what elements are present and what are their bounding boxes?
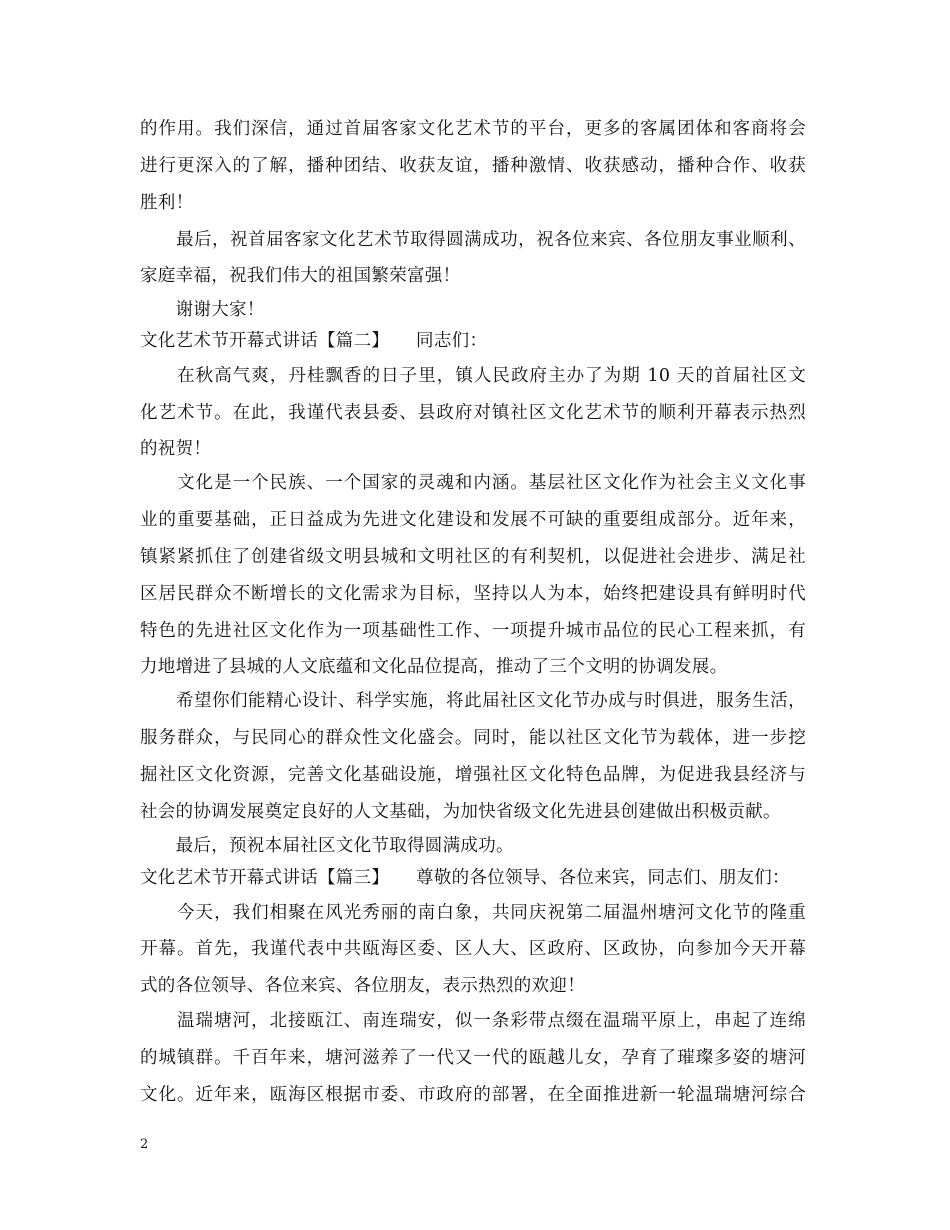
- text-line: 化艺术节。在此，我谨代表县委、县政府对镇社区文化艺术节的顺利开幕表示热烈: [140, 403, 806, 423]
- text-line: 社会的协调发展奠定良好的人文基础，为加快省级文化先进县创建做出积极贡献。: [140, 802, 781, 822]
- section-heading: 文化艺术节开幕式讲话【篇二】 同志们：: [140, 331, 488, 351]
- text-line: 的祝贺！: [140, 439, 212, 459]
- text-line: 进行更深入的了解，播种团结、收获友谊，播种激情、收获感动，播种合作、收获: [140, 156, 806, 176]
- text-line: 今天，我们相聚在风光秀丽的南白象，共同庆祝第二届温州塘河文化节的隆重: [140, 903, 806, 923]
- text-line: 的作用。我们深信，通过首届客家文化艺术节的平台，更多的客属团体和客商将会: [140, 119, 806, 139]
- text-line: 在秋高气爽，丹桂飘香的日子里，镇人民政府主办了为期 10 天的首届社区文: [140, 366, 806, 386]
- text-line: 的城镇群。千百年来，塘河滋养了一代又一代的瓯越儿女，孕育了璀璨多姿的塘河: [140, 1048, 806, 1068]
- text-line: 温瑞塘河，北接瓯江、南连瑞安，似一条彩带点缀在温瑞平原上，串起了连绵: [140, 1011, 806, 1031]
- text-line: 式的各位领导、各位来宾、各位朋友，表示热烈的欢迎！: [140, 976, 585, 996]
- text-line: 家庭幸福，祝我们伟大的祖国繁荣富强！: [140, 266, 461, 286]
- section-heading: 文化艺术节开幕式讲话【篇三】 尊敬的各位领导、各位来宾，同志们、朋友们：: [140, 868, 790, 888]
- text-line: 力地增进了县城的人文底蕴和文化品位提高，推动了三个文明的协调发展。: [140, 657, 728, 677]
- text-line: 特色的先进社区文化作为一项基础性工作、一项提升城市品位的民心工程来抓，有: [140, 621, 806, 641]
- page-number: 2: [140, 1137, 149, 1152]
- text-line: 胜利！: [140, 193, 194, 213]
- text-line: 谢谢大家！: [140, 300, 265, 320]
- text-line: 文化是一个民族、一个国家的灵魂和内涵。基层社区文化作为社会主义文化事: [140, 473, 806, 493]
- text-line: 文化。近年来，瓯海区根据市委、市政府的部署，在全面推进新一轮温瑞塘河综合: [140, 1085, 806, 1105]
- text-line: 最后，预祝本届社区文化节取得圆满成功。: [140, 836, 514, 856]
- text-line: 业的重要基础，正日益成为先进文化建设和发展不可缺的重要组成部分。近年来，: [140, 510, 806, 530]
- text-line: 开幕。首先，我谨代表中共瓯海区委、区人大、区政府、区政协，向参加今天开幕: [140, 939, 806, 959]
- text-line: 最后，祝首届客家文化艺术节取得圆满成功，祝各位来宾、各位朋友事业顺利、: [140, 230, 806, 250]
- text-line: 区居民群众不断增长的文化需求为目标，坚持以人为本，始终把建设具有鲜明时代: [140, 584, 806, 604]
- text-line: 希望你们能精心设计、科学实施，将此届社区文化节办成与时俱进，服务生活，: [140, 691, 806, 711]
- text-line: 掘社区文化资源，完善文化基础设施，增强社区文化特色品牌，为促进我县经济与: [140, 765, 806, 785]
- text-line: 镇紧紧抓住了创建省级文明县城和文明社区的有利契机，以促进社会进步、满足社: [140, 547, 806, 567]
- text-line: 服务群众，与民同心的群众性文化盛会。同时，能以社区文化节为载体，进一步挖: [140, 728, 806, 748]
